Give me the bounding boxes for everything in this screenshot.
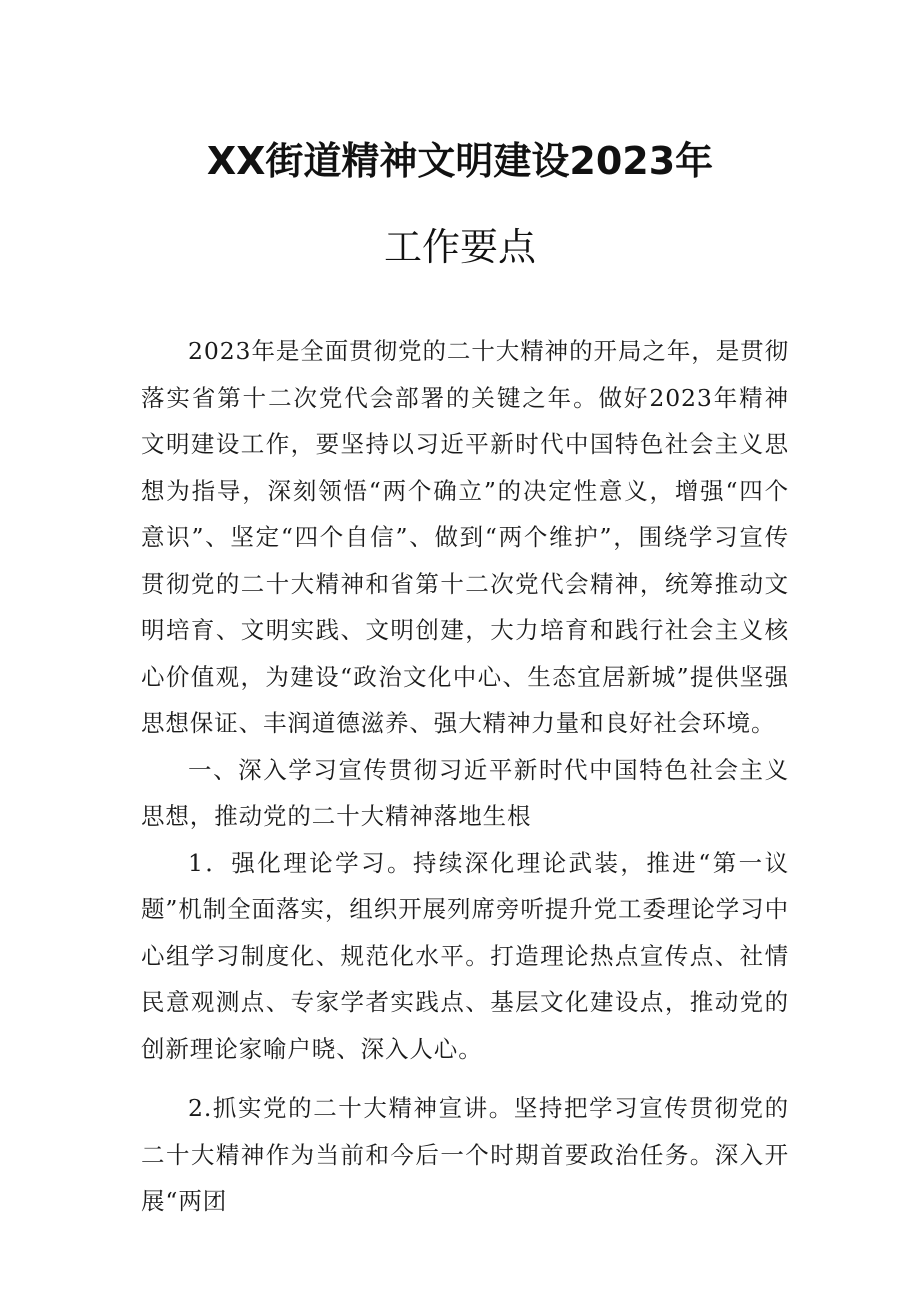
paragraph-intro: 2023年是全面贯彻党的二十大精神的开局之年，是贯彻落实省第十二次党代会部署的关键之年。做好2023年精神文明建设工作，要坚持以习近平新时代中国特色社会主义思想为指导，深刻领悟“两个确立”的决定性意义，增强“四个意识”、坚定“四个自信”、做到“两个维护”，围绕学习宣传贯彻党的二十大精神和省第十二次党代会精神，统筹推动文明培育、文明实践、文明创建，大力培育和践行社会主义核心价值观，为建设“政治文化中心、生态宜居新城”提供坚强思想保证、丰润道德滋养、强大精神力量和良好社会环境。	[141, 337, 789, 737]
section-heading-1: 一、深入学习宣传贯彻习近平新时代中国特色社会主义思想，推动党的二十大精神落地生根	[141, 755, 789, 830]
document-title-line-2: 工作要点	[383, 225, 536, 269]
document-title-line-1: XX街道精神文明建设2023年	[206, 139, 714, 183]
paragraph-item-2: 2.抓实党的二十大精神宣讲。坚持把学习宣传贯彻党的二十大精神作为当前和今后一个时期首要政治任务。深入开展“两团	[141, 1094, 789, 1215]
paragraph-item-1: 1．强化理论学习。持续深化理论武装，推进“第一议题”机制全面落实，组织开展列席旁听提升党工委理论学习中心组学习制度化、规范化水平。打造理论热点宣传点、社情民意观测点、专家学者实践点、基层文化建设点，推动党的创新理论家喻户晓、深入人心。	[141, 848, 789, 1063]
document-body	[141, 328, 789, 1225]
